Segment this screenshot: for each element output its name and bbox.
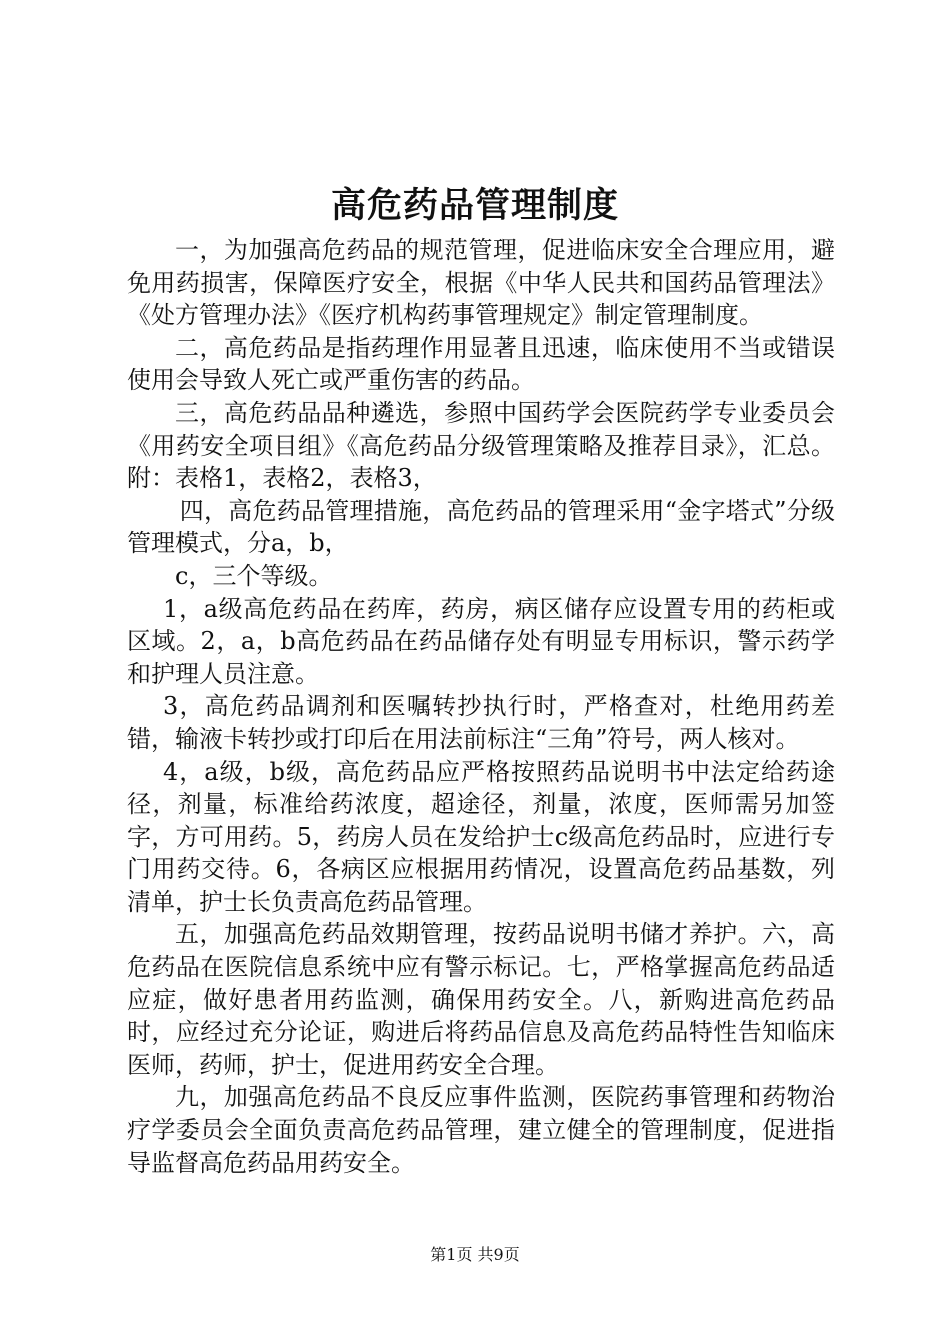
paragraph-2: 二，高危药品是指药理作用显著且迅速，临床使用不当或错误使用会导致人死亡或严重伤害的药品。 — [127, 333, 835, 395]
paragraph-1: 一，为加强高危药品的规范管理，促进临床安全合理应用，避免用药损害，保障医疗安全，根据《中华人民共和国药品管理法》《处方管理办法》《医疗机构药事管理规定》制定管理制度。 — [127, 236, 835, 330]
paragraph-10: 九，加强高危药品不良反应事件监测，医院药事管理和药物治疗学委员会全面负责高危药品管理，建立健全的管理制度，促进指导监督高危药品用药安全。 — [127, 1083, 835, 1177]
paragraph-8: 4，a级，b级，高危药品应严格按照药品说明书中法定给药途径，剂量，标准给药浓度，超途径，剂量，浓度，医师需另加签字，方可用药。5，药房人员在发给护士c级高危药品时，应进行专门用药交待。6，各病区应根据用药情况，设置高危药品基数，列清单，护士长负责高危药品管理。 — [127, 757, 835, 916]
paragraph-6: 1，a级高危药品在药库，药房，病区储存应设置专用的药柜或区域。2，a，b高危药品在药品储存处有明显专用标识，警示药学和护理人员注意。 — [127, 594, 835, 688]
document-title: 高危药品管理制度 — [330, 185, 619, 226]
page-footer: 第1页 共9页 — [430, 1245, 520, 1264]
paragraph-4: 四，高危药品管理措施，高危药品的管理采用“金字塔式”分级管理模式，分a，b， — [127, 496, 835, 558]
paragraph-3: 三，高危药品品种遴选，参照中国药学会医院药学专业委员会《用药安全项目组》《高危药品分级管理策略及推荐目录》，汇总。附：表格1，表格2，表格3， — [127, 398, 835, 493]
document-body — [127, 234, 835, 1179]
paragraph-9: 五，加强高危药品效期管理，按药品说明书储才养护。六，高危药品在医院信息系统中应有警示标记。七，严格掌握高危药品适应症，做好患者用药监测，确保用药安全。八，新购进高危药品时，应经过充分论证，购进后将药品信息及高危药品特性告知临床医师，药师，护士，促进用药安全合理。 — [127, 920, 835, 1079]
paragraph-7: 3，高危药品调剂和医嘱转抄执行时，严格查对，杜绝用药差错，输液卡转抄或打印后在用法前标注“三角”符号，两人核对。 — [127, 692, 835, 753]
paragraph-5: c，三个等级。 — [175, 561, 333, 590]
